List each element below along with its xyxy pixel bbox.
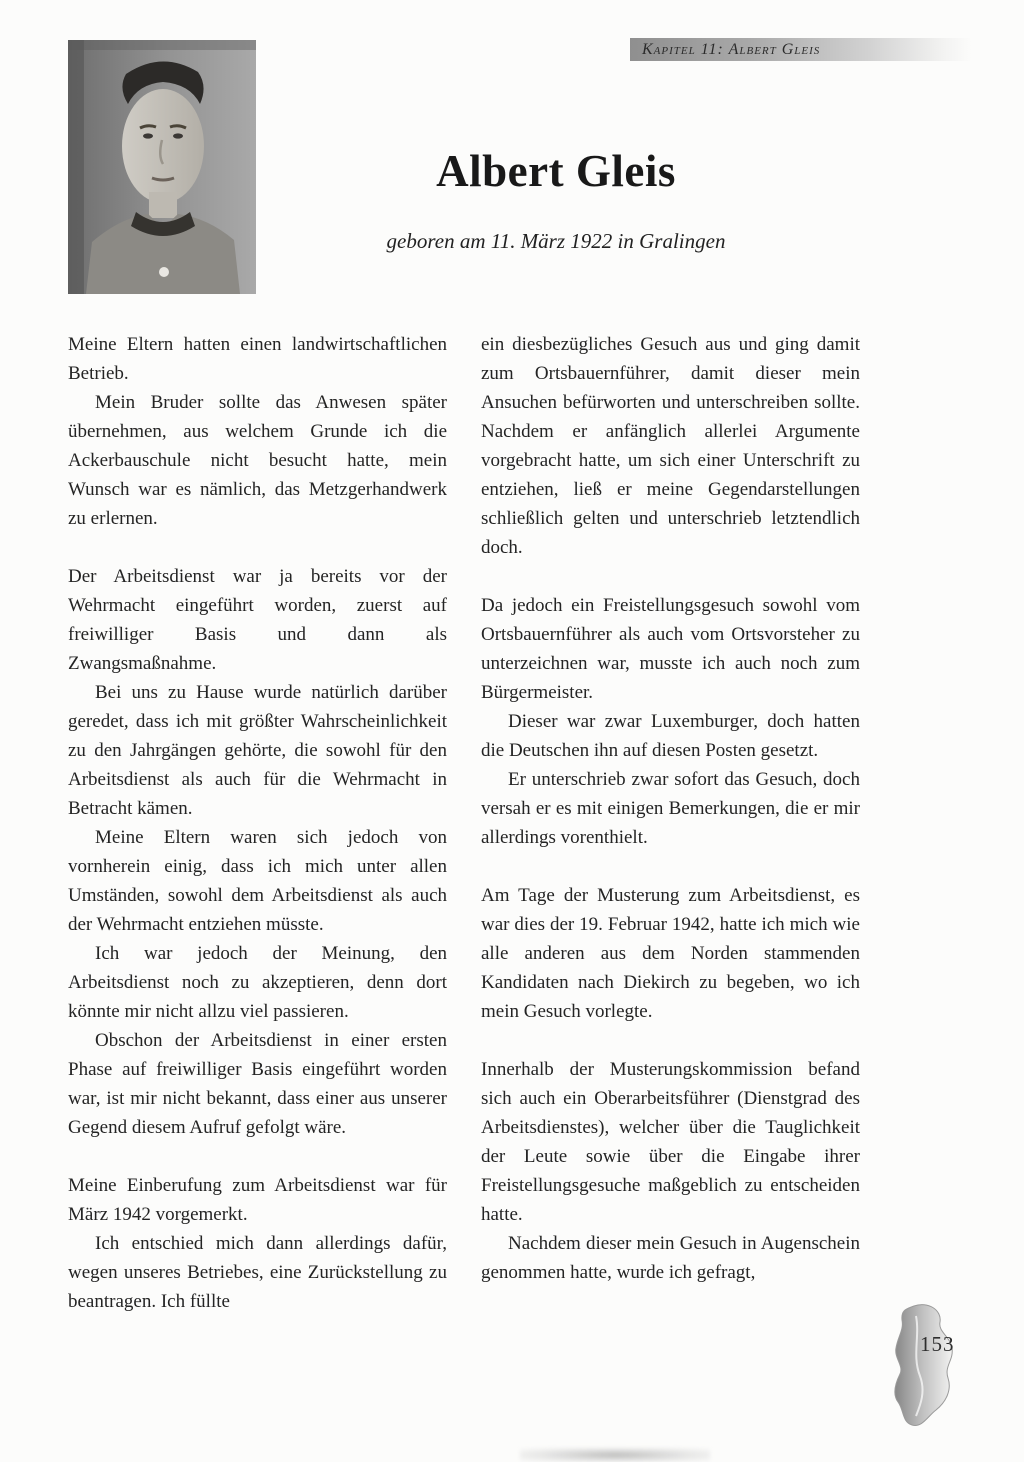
paragraph: Er unterschrieb zwar sofort das Gesuch, doch versah er es mit einigen Bemerkungen, die er mir allerdings vorenthielt. [481, 769, 860, 848]
paragraph: Am Tage der Musterung zum Arbeitsdienst, es war dies der 19. Februar 1942, hatte ich mich wie alle anderen aus dem Norden stammenden Kandidaten nach Diekirch zu begeben, wo ich mein Gesuch vorlegte. [481, 885, 860, 1022]
paragraph: Innerhalb der Musterungskommission befand sich auch ein Oberarbeitsführer (Dienstgrad des Arbeitsdienstes), welcher über die Tauglichkeit der Leute sowie über die Eingabe ihrer Freistellungsgesuche maßgeblich zu entscheiden hatte. [481, 1059, 860, 1225]
paragraph: Nachdem dieser mein Gesuch in Augenschein genommen hatte, wurde ich gefragt, [481, 1233, 860, 1283]
paragraph: Bei uns zu Hause wurde natürlich darüber geredet, dass ich mit größter Wahrscheinlichkeit zu den Jahrgängen gehörte, die sowohl für den Arbeitsdienst als auch für die Wehrmacht in Betracht kämen. [68, 682, 447, 819]
scan-artifact [520, 1448, 710, 1462]
paragraph: Dieser war zwar Luxemburger, doch hatten die Deutschen ihn auf diesen Posten gesetzt. [481, 711, 860, 761]
paragraph: Meine Eltern waren sich jedoch von vornherein einig, dass ich mich unter allen Umständen, sowohl dem Arbeitsdienst als auch der Wehrmacht entziehen müsste. [68, 827, 447, 935]
paragraph: Obschon der Arbeitsdienst in einer ersten Phase auf freiwilliger Basis eingeführt worden war, ist mir nicht bekannt, dass einer aus unserer Gegend diesem Aufruf gefolgt wäre. [68, 1030, 447, 1138]
paragraph: Da jedoch ein Freistellungsgesuch sowohl vom Ortsbauernführer als auch vom Ortsvorsteher zu unterzeichnen war, musste ich auch noch zum Bürgermeister. [481, 595, 860, 703]
luxembourg-map-icon [876, 1302, 980, 1430]
body-text [68, 330, 860, 1316]
chapter-header-banner [630, 38, 972, 61]
right-column [481, 330, 860, 1316]
paragraph: Der Arbeitsdienst war ja bereits vor der Wehrmacht eingeführt worden, zuerst auf freiwilliger Basis und dann als Zwangsmaßnahme. [68, 566, 447, 674]
paragraph: Ich entschied mich dann allerdings dafür, wegen unseres Betriebes, eine Zurückstellung zu beantragen. Ich füllte [68, 1233, 447, 1312]
left-column [68, 330, 447, 1316]
paragraph: Meine Eltern hatten einen landwirtschaftlichen Betrieb. [68, 334, 447, 384]
chapter-header-text: Kapitel 11: Albert Gleis [642, 40, 821, 58]
paragraph: ein diesbezügliches Gesuch aus und ging damit zum Ortsbauernführer, damit dieser mein Ansuchen befürworten und unterschreiben sollte. Nachdem er anfänglich allerlei Argumente vorgebracht hatte, um sich einer Unterschrift zu entziehen, ließ er meine Gegendarstellungen schließlich gelten und unterschrieb letztendlich doch. [481, 334, 860, 558]
paragraph: Ich war jedoch der Meinung, den Arbeitsdienst noch zu akzeptieren, denn dort könnte mir nicht allzu viel passieren. [68, 943, 447, 1022]
page-title: Albert Gleis [436, 146, 676, 196]
portrait-photo [68, 40, 256, 294]
paragraph: Mein Bruder sollte das Anwesen später übernehmen, aus welchem Grunde ich die Ackerbauschule nicht besucht hatte, mein Wunsch war es nämlich, das Metzgerhandwerk zu erlernen. [68, 392, 447, 529]
title-block [256, 145, 856, 254]
page-subtitle: geboren am 11. März 1922 in Gralingen [386, 229, 726, 253]
page-number-badge [876, 1302, 980, 1430]
paragraph: Meine Einberufung zum Arbeitsdienst war für März 1942 vorgemerkt. [68, 1175, 447, 1225]
portrait-image [68, 40, 256, 294]
page-number: 153 [920, 1332, 955, 1356]
